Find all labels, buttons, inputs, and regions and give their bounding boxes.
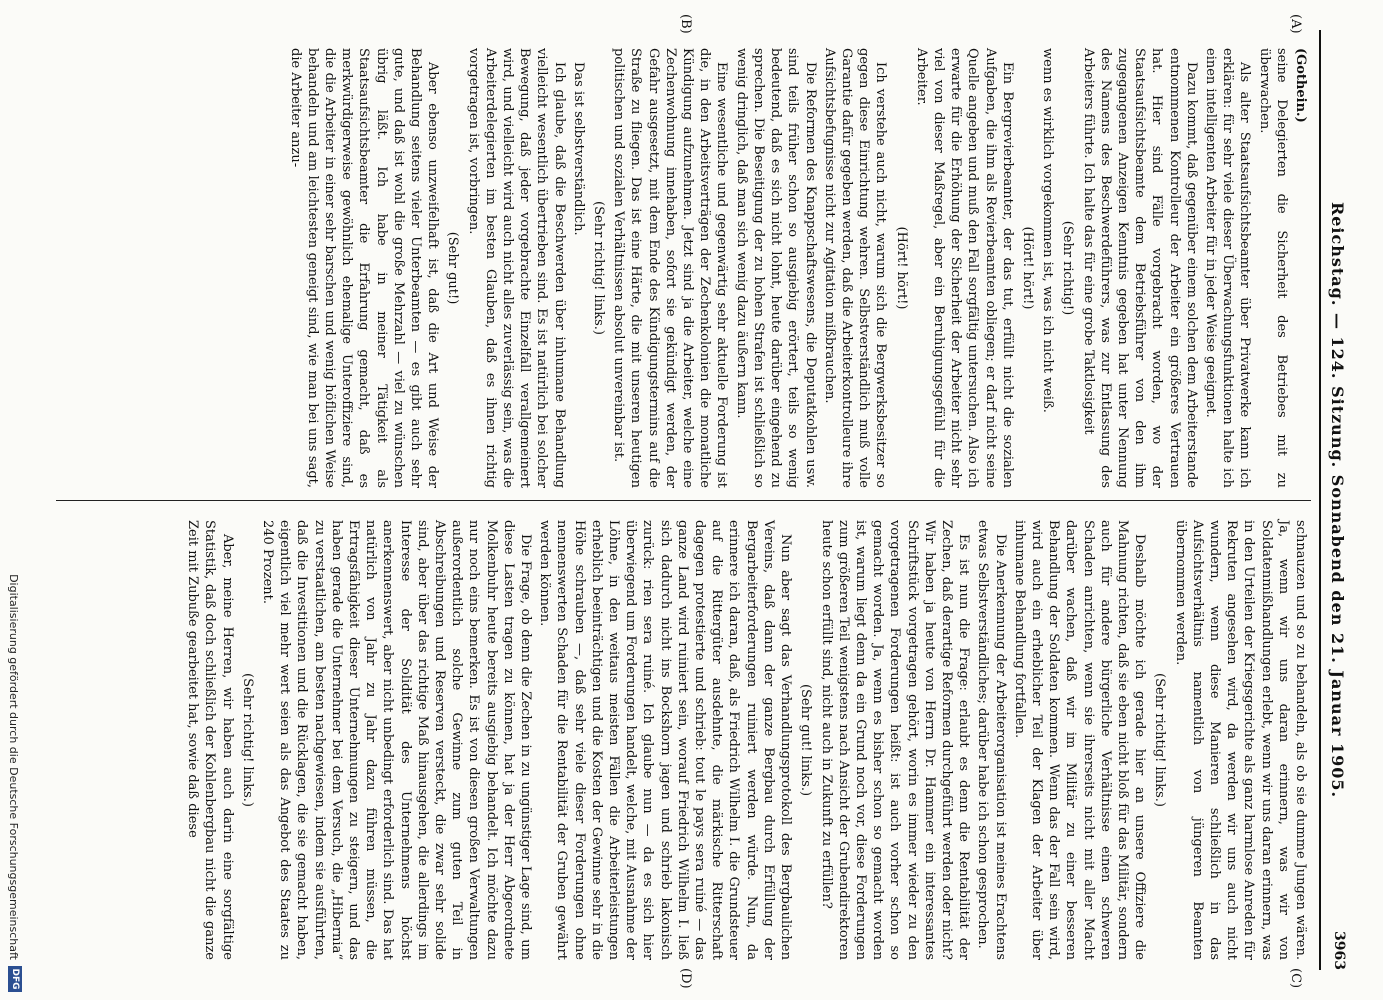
paragraph: Nun aber sagt das Verhandlungsprotokoll des Bergbaulichen Vereins, daß dann der ganze Bergbau durch Erfüllung der Bergarbeiterforderungen ruiniert werden würde. Nun, da erinnere ich daran, daß, als Friedrich Wilhelm I. die Grundsteuer auf die Rittergüter ausdehnte, die märkische Ritterschaft dagegen protestierte und schrieb: tout le pays sera ruiné — das ganze Land wird ruiniert sein, worauf Friedrich Wilhelm I. ließ sich dadurch nicht ins Bockshorn jagen und schrieb lakonisch zurück: rien sera ruiné. Ich glaube nun — da es sich hier überwiegend um Forderungen handelt, welche, mit Ausnahme der Löhne, in den weitaus meisten Fällen die Arbeiterleistungen erheblich beeinträchtigen und die Kosten der Gewinne sehr in die Höhe schrauben —, daß sehr viele dieser Forderungen ohne nennenswerten Schaden für die Rentabilität der Gruben gewährt werden können.: [537, 520, 794, 960]
paragraph: Die Reformen des Knappschaftswesens, die Deputatkohlen usw. sind teils früher schon so ausgiebig erörtert, teils so wenig bedeutend, daß es sich nicht lohnt, heute darüber eingehend zu sprechen. Die Beseitigung der zu hohen Strafen ist schließlich so wenig dringlich, daß man sich wenig dazu äußern kann.: [733, 48, 818, 488]
interjection: (Sehr richtig! links.): [239, 673, 255, 807]
column-divider: [56, 500, 1311, 501]
paragraph: Ein Bergrevierbeamter, der das tut, erfüllt nicht die sozialen Aufgaben, die ihm als Revierbeamten obliegen; er darf nicht seine Quelle angeben und muß den Fall sorgfältig untersuchen. Also ich erwarte für die Erhöhung der Sicherheit der Arbeiter nicht sehr viel von dieser Maßregel, aber ein Beruhigungsgefühl für die Arbeiter.: [913, 48, 1015, 488]
paragraph: Es ist nun die Frage: erlaubt es denn die Rentabilität der Zechen, daß derartige Reformen durchgeführt werden oder nicht? Wir haben ja heute von Herrn Dr. Hammer ein interessantes Schriftstück vorgetragen gehört, worin es immer wieder zu den vorgetragenen Forderungen heißt: ist auch vorher schon so gemacht worden. Ja, wenn es bisher schon so gemacht worden ist, warum liegt denn da ein Grund noch vor, diese Forderungen zum größeren Teil wenigstens nach Ansicht der Grubendirektoren heute schon erfüllt sind, nicht auch in Zukunft zu erfüllen?: [818, 520, 972, 961]
interjection: (Hört! hört!): [893, 226, 909, 310]
interjection: (Sehr richtig!): [1060, 220, 1076, 316]
paragraph: Als alter Staatsaufsichtsbeamter über Privatwerke kann ich erklären: für sehr viele dieser Überwachungsfunktionen halte ich einen intelligenten Arbeiter für in jeder Weise geeignet.: [1202, 48, 1253, 488]
margin-marker-a: (A): [1288, 14, 1303, 34]
page-number: 3963: [1331, 931, 1347, 970]
speaker-name: (Gothein.): [1293, 48, 1308, 123]
margin-marker-d: (D): [678, 968, 693, 989]
paragraph: Dazu kommt, daß gegenüber einem solchen dem Arbeiterstande entnommenen Kontrolleur der Arbeiter ein größeres Vertrauen hat. Hier sind Fälle vorgebracht worden, wo der Staatsaufsichtsbeamte dem Betriebsführer von den ihm zugegangenen Anzeigen Kenntnis gegeben hat unter Nennung des Namens des Beschwerdeführers, was zur Entlassung des Arbeiters führte. Ich halte das für eine grobe Taktlosigkeit: [1080, 48, 1199, 488]
right-text-column: [182, 520, 1309, 960]
paragraph: Das ist selbstverständlich.: [570, 62, 586, 236]
interjection: (Sehr gut!): [445, 231, 461, 305]
margin-marker-b: (B): [678, 14, 693, 34]
paragraph: Ich glaube, daß die Beschwerden über inhumane Behandlung vielleicht wesentlich übertrieben sind. Es ist natürlich bei solcher Bewegung, daß jeder vorgebrachte Einzelfall verallgemeinert wird, und vielleicht wird auch nicht alles zuverlässig sein, was die Arbeiterdelegierten im besten Glauben, daß es ihnen richtig vorgetragen ist, vorbringen.: [465, 48, 567, 488]
digitization-footer: [0, 0, 26, 1000]
left-text-column: [284, 48, 1309, 488]
footer-credit-text: Digitalisierung gefördert durch die Deutsche Forschungsgemeinschaft: [7, 574, 20, 960]
page-header-title: Reichstag. — 124. Sitzung. Sonnabend den 21. Januar 1905.: [1328, 201, 1347, 799]
interjection: (Sehr richtig! links.): [1152, 673, 1168, 807]
paragraph: wenn es wirklich vorgekommen ist, was ich nicht weiß.: [1040, 48, 1056, 413]
interjection: (Hört! hört!): [1019, 226, 1035, 310]
interjection: (Sehr richtig! links.): [591, 201, 607, 335]
header-rule: [1319, 30, 1321, 970]
page-header: [1317, 30, 1353, 970]
paragraph: Ich verstehe auch nicht, warum sich die Bergwerksbesitzer so gegen diese Einrichtung wehren. Selbstverständlich muß volle Garantie dafür gegeben werden, daß die Arbeiterkontrolleure ihre Aufsichtsbefugnisse nicht zur Agitation mißbrauchen.: [821, 48, 889, 488]
paragraph: Deshalb möchte ich gerade hier an unsere Offiziere die Mahnung richten, daß sie eben nicht bloß für das Militär, sondern auch für andere bürgerliche Verhältnisse einen schweren Schaden anrichten, wenn sie ihrerseits nicht mit aller Macht darüber wachen, daß wir im Militär zu einer besseren Behandlung der Soldaten kommen. Wenn das der Fall sein wird, wird auch ein erheblicher Teil der Klagen der Arbeiter über inhumane Behandlung fortfallen.: [1011, 520, 1148, 960]
paragraph: Die Anerkennung der Arbeiterorganisation ist meines Erachtens etwas Selbstverständliches; darüber habe ich schon gesprochen.: [975, 520, 1008, 960]
paragraph: schnauzen und so zu behandeln, als ob sie dumme Jungen wären. Ja, wenn wir uns daran erinnern, was wir von Soldatenmißhandlungen erlebt, wenn wir uns daran erinnern, was in den Urteilen der Kriegsgerichte als ganz harmlose Anreden für Rekruten angesehen wird, da werden wir uns auch nicht wundern, wenn diese Manieren schließlich in das Aufsichtsverhältnis namentlich von jüngeren Beamten übernommen werden.: [1172, 520, 1308, 960]
paragraph: Aber, meine Herren, wir haben auch darin eine sorgfältige Statistik, daß doch schließlich der Kohlenbergbau nicht die ganze Zeit mit Zubuße gearbeitet hat, sowie daß diese: [185, 520, 235, 960]
interjection: (Sehr gut! links.): [798, 683, 814, 797]
paragraph: Die Frage, ob denn die Zechen in zu ungünstiger Lage sind, um diese Lasten tragen zu können, hat ja der Herr Abgeordnete Molkenbuhr heute bereits ausgiebig behandelt. Ich möchte dazu nur noch eins bemerken. Es ist von diesen großen Verwaltungen außerordentlich solche Gewinne zum guten Teil in Abschreibungen und Reserven versteckt, die zwar sehr solide sind, aber über das richtige Maß hinausgehen, die allerdings im Interesse der Solidität des Unternehmens höchst anerkennenswert, aber nicht unbedingt erforderlich sind. Das hat natürlich von Jahr zu Jahr dazu führen müssen, die Ertragsfähigkeit dieser Unternehmungen zu steigern, und das haben gerade die Unternehmer bei dem Versuch, die „Hibernia“ zu verstaatlichen, am besten nachgewiesen, indem sie ausführten, daß die Investitionen und die Rücklagen, die sie gemacht haben, eigentlich viel mehr wert seien als das Angebot des Staates zu 240 Prozent.: [260, 520, 534, 960]
paragraph: Eine wesentliche und gegenwärtig sehr aktuelle Forderung ist die, in den Arbeitsverträgen der Zechenkolonien die monatliche Kündigung aufzunehmen. Jetzt sind ja die Arbeiter, welche eine Zechenwohnung innehaben, sofort sie gekündigt werden, der Gefahr ausgesetzt, mit dem Ende des Kündigungstermins auf die Straße zu fliegen. Das ist eine Härte, die mit unseren heutigen politischen und sozialen Verhältnissen absolut unvereinbar ist.: [611, 48, 730, 488]
dfg-logo: DFG: [8, 966, 22, 992]
paragraph: seine Delegierten die Sicherheit des Betriebes mit zu überwachen.: [1256, 48, 1289, 488]
margin-marker-c: (C): [1288, 968, 1303, 989]
paragraph: Aber ebenso unzweifelhaft ist, daß die Art und Weise der Behandlung seitens vieler Unterbeamten — es gibt auch sehr gute, und daß ist wohl die große Mehrzahl — viel zu wünschen übrig läßt. Ich habe in meiner Tätigkeit als Staatsaufsichtsbeamter die Erfahrung gemacht, daß es merkwürdigerweise gewöhnlich ehemalige Unteroffiziere sind, die die Arbeiter in einer sehr barschen und wenig höflichen Weise behandeln und am leichtesten geneigt sind, wie man bei uns sagt, die Arbeiter anzu-: [287, 48, 441, 488]
